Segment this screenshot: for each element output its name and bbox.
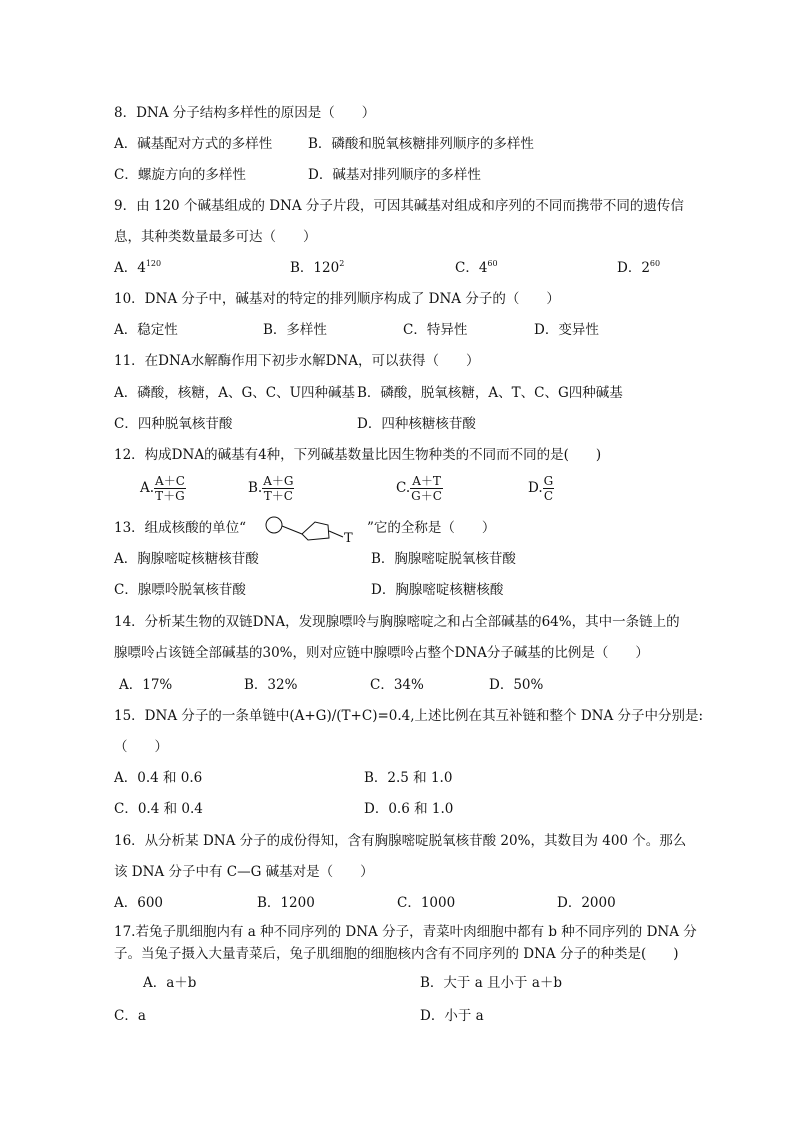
q14-option-b: B．32%: [244, 677, 298, 693]
q17-stem-line1: 17.若兔子肌细胞内有 a 种不同序列的 DNA 分子，青菜叶肉细胞中都有 b 种不同序列的 DNA 分: [114, 924, 697, 940]
q15-option-d: D．0.6 和 1.0: [364, 801, 454, 817]
q12-option-d-label: D.: [528, 480, 543, 496]
q13-stem-post: ”它的全称是（ ）: [367, 520, 496, 536]
q15-stem-line2: （ ）: [114, 739, 168, 755]
q10-option-c: C．特异性: [403, 322, 468, 338]
q12-option-a-label: A.: [140, 480, 155, 496]
q10-option-b: B．多样性: [263, 322, 327, 338]
q12-option-b-denominator: T＋C: [263, 489, 293, 503]
q9-option-b: [290, 259, 344, 277]
q11-option-d: D．四种核糖核苷酸: [357, 416, 476, 432]
sugar-base-bond: [329, 531, 343, 537]
q17-option-a: A．a＋b: [143, 975, 197, 991]
base-letter: T: [344, 531, 353, 544]
q12-option-c: [396, 474, 443, 503]
nucleotide-diagram: [262, 512, 370, 544]
q16-option-b: B．1200: [257, 895, 315, 911]
q9-option-d: [617, 259, 660, 277]
q14-stem-line1: 14．分析某生物的双链DNA，发现腺嘌呤与胸腺嘧啶之和占全部碱基的64%，其中一条链上的: [114, 614, 680, 630]
q16-stem-line2: 该 DNA 分子中有 C—G 碱基对是（ ）: [114, 864, 374, 880]
q11-stem: 11．在DNA水解酶作用下初步水解DNA，可以获得（ ）: [114, 353, 480, 369]
q16-stem-line1: 16．从分析某 DNA 分子的成份得知，含有胸腺嘧啶脱氧核苷酸 20%，其数目为 400 个。那么: [114, 833, 687, 849]
q14-option-a: A．17%: [119, 677, 173, 693]
q12-option-c-label: C.: [396, 480, 411, 496]
q9-option-a: [114, 259, 161, 277]
q12-option-c-denominator: G＋C: [411, 489, 442, 503]
q15-option-b: B．2.5 和 1.0: [364, 770, 453, 786]
q17-stem-line2: 子。当兔子摄入大量青菜后，兔子肌细胞的细胞核内含有不同序列的 DNA 分子的种类是( ): [114, 946, 679, 962]
q8-option-d: D．碱基对排列顺序的多样性: [308, 167, 481, 183]
q12-option-a-denominator: T＋G: [155, 489, 185, 503]
q9-option-c-base: C．4: [455, 260, 488, 276]
q8-option-b: B．磷酸和脱氧核糖排列顺序的多样性: [308, 136, 534, 152]
q12-option-d-fraction: [543, 474, 555, 503]
q12-stem: 12．构成DNA的碱基有4种，下列碱基数量比因生物种类的不同而不同的是( ): [114, 447, 602, 463]
q12-option-d-denominator: C: [543, 489, 554, 503]
q13-stem-pre: 13．组成核酸的单位“: [114, 520, 247, 536]
q9-option-d-base: D．2: [617, 260, 650, 276]
phosphate-sugar-bond: [282, 526, 302, 534]
q17-option-c: C．a: [114, 1008, 146, 1024]
q9-stem-line1: 9．由 120 个碱基组成的 DNA 分子片段，可因其碱基对组成和序列的不同而携带不同的遗传信: [114, 198, 684, 214]
q10-option-d: D．变异性: [534, 322, 599, 338]
q12-option-b-numerator: A＋G: [263, 474, 294, 488]
q12-option-b: [248, 474, 294, 503]
q14-option-d: D．50%: [489, 677, 544, 693]
q9-option-c-exponent: 60: [487, 259, 498, 268]
q9-option-a-exponent: 120: [145, 259, 162, 268]
q12-option-a-fraction: [154, 474, 186, 503]
q9-option-b-base: B．120: [290, 260, 340, 276]
q16-option-c: C．1000: [397, 895, 456, 911]
q12-option-a: [140, 474, 186, 503]
q15-stem-line1: 15．DNA 分子的一条单链中(A+G)/(T+C)=0.4,上述比例在其互补链和整个 DNA 分子中分别是:: [114, 708, 704, 724]
q12-option-d: [528, 474, 554, 503]
q12-option-b-label: B.: [248, 480, 263, 496]
phosphate-circle: [266, 517, 282, 533]
q17-option-b: B．大于 a 且小于 a＋b: [420, 975, 563, 991]
q9-stem-line2: 息，其种类数量最多可达（ ）: [114, 229, 317, 245]
q11-option-a: A．磷酸，核糖，A、G、C、U四种碱基: [114, 385, 355, 401]
q12-option-c-fraction: [410, 474, 443, 503]
q13-option-c: C．腺嘌呤脱氧核苷酸: [114, 582, 246, 598]
q9-option-d-exponent: 60: [649, 259, 661, 268]
q9-option-a-base: A．4: [114, 260, 146, 276]
q12-option-a-numerator: A＋C: [155, 474, 185, 488]
q16-option-a: A．600: [114, 895, 164, 911]
q13-option-a: A．胸腺嘧啶核糖核苷酸: [114, 551, 259, 567]
q8-stem: 8．DNA 分子结构多样性的原因是（ ）: [114, 105, 376, 121]
pentose-sugar-ring: [302, 522, 329, 540]
q10-stem: 10．DNA 分子中，碱基对的特定的排列顺序构成了 DNA 分子的（ ）: [114, 291, 560, 307]
q16-option-d: D．2000: [557, 895, 616, 911]
q9-option-c: [455, 259, 498, 277]
q11-option-c: C．四种脱氧核苷酸: [114, 416, 233, 432]
q15-option-a: A．0.4 和 0.6: [114, 770, 203, 786]
q14-option-c: C．34%: [370, 677, 424, 693]
q14-stem-line2: 腺嘌呤占该链全部碱基的30%，则对应链中腺嘌呤占整个DNA分子碱基的比例是（ ）: [114, 645, 649, 661]
q15-option-c: C．0.4 和 0.4: [114, 801, 203, 817]
q8-option-c: C．螺旋方向的多样性: [114, 167, 246, 183]
q13-option-b: B．胸腺嘧啶脱氧核苷酸: [371, 551, 516, 567]
q17-option-d: D．小于 a: [420, 1008, 484, 1024]
q8-option-a: A．碱基配对方式的多样性: [114, 136, 273, 152]
q12-option-c-numerator: A＋T: [410, 474, 443, 489]
q13-option-d: D．胸腺嘧啶核糖核酸: [371, 582, 504, 598]
q12-option-b-fraction: [262, 474, 294, 503]
q9-option-b-exponent: 2: [339, 259, 345, 268]
q12-option-d-numerator: G: [543, 474, 554, 488]
q11-option-b: B．磷酸，脱氧核糖，A、T、C、G四种碱基: [357, 385, 623, 401]
q10-option-a: A．稳定性: [114, 322, 178, 338]
